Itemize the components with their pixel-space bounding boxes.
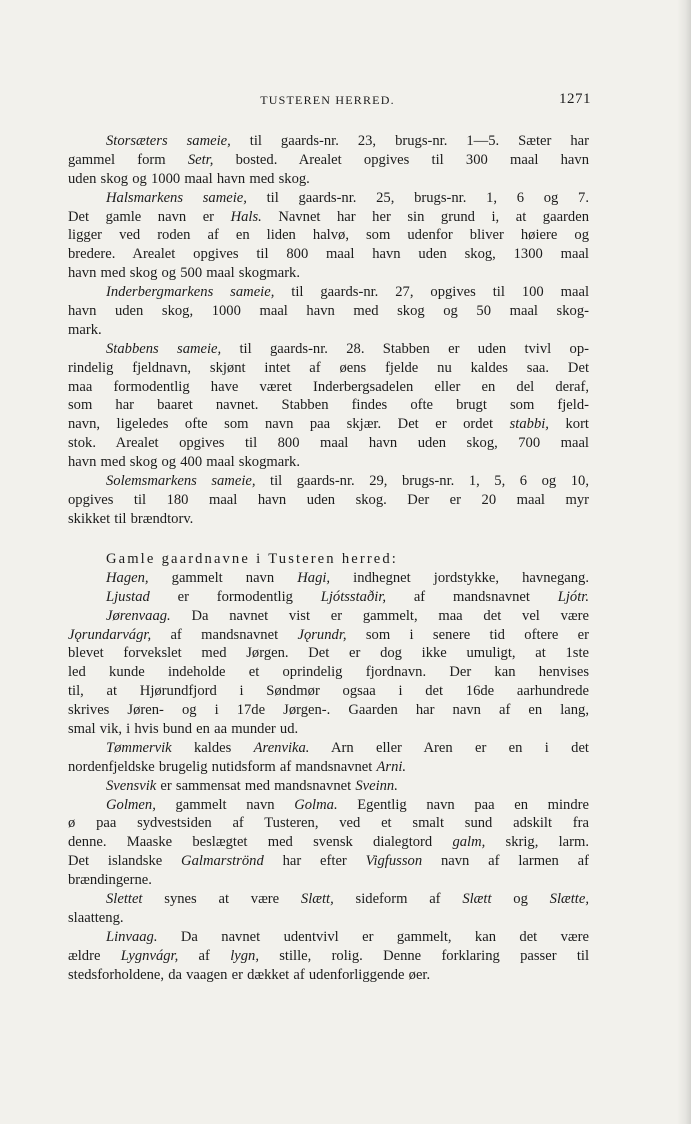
page-edge-shadow [677, 0, 691, 1124]
text-line: Inderbergmarkens sameie, til gaards-nr. 27, opgives til 100 maal [106, 284, 589, 301]
text-line: Tømmervik kaldes Arenvika. Arn eller Aren er en i det [106, 739, 589, 756]
text-line: Storsæters sameie, til gaards-nr. 23, brugs-nr. 1—5. Sæter har [106, 133, 590, 149]
text-line: skrives Jøren- og i 17de Jørgen-. Gaarden har navn af en lang, [68, 702, 589, 719]
text-line: slaatteng. [68, 909, 124, 926]
running-title: TUSTEREN HERRED. [260, 93, 395, 107]
text-line: ældre Lygnvágr, af lygn, stille, rolig. Denne forklaring passer til [68, 947, 590, 964]
text-line: maa formodentlig have været Inderbergsadelen eller en del deraf, [68, 378, 589, 395]
text-line: Solemsmarkens sameie, til gaards-nr. 29, brugs-nr. 1, 5, 6 og 10, [106, 473, 589, 490]
text-line: rindelig fjeldnavn, skjønt intet af øens fjelde nu kaldes saa. Det [68, 359, 589, 376]
text-line: gammel form Setr, bosted. Arealet opgives til 300 maal havn [68, 151, 589, 168]
text-line: Ljustad er formodentlig Ljótsstaðir, af mandsnavnet Ljótr. [106, 588, 589, 605]
text-line: denne. Maaske beslægtet med svensk dialegtord galm, skrig, larm. [68, 834, 589, 851]
text-line: ligger ved roden af en liden halvø, som udenfor bliver høiere og [68, 227, 589, 244]
old-farm-names-section [68, 550, 589, 984]
text-line: Svensvik er sammensat med mandsnavnet Sveinn. [106, 777, 398, 794]
text-line: Linvaag. Da navnet udentvivl er gammelt, kan det være [106, 928, 589, 945]
text-line: nordenfjeldske brugelig nutidsform af mandsnavnet Arni. [68, 758, 407, 775]
text-line: Hagen, gammelt navn Hagi, indhegnet jordstykke, havnegang. [106, 569, 589, 586]
text-line: opgives til 180 maal havn uden skog. Der er 20 maal myr [68, 491, 589, 508]
text-line: bredere. Arealet opgives til 800 maal havn uden skog, 1300 maal [68, 246, 589, 263]
page-number: 1271 [559, 91, 591, 107]
text-line: uden skog og 1000 maal havn med skog. [68, 170, 310, 187]
text-line: Det gamle navn er Hals. Navnet har her sin grund i, at gaarden [68, 208, 589, 225]
text-line: Jørenvaag. Da navnet vist er gammelt, maa det vel være [106, 607, 589, 624]
text-line: Halsmarkens sameie, til gaards-nr. 25, brugs-nr. 1, 6 og 7. [106, 189, 589, 206]
text-line: navn, ligeledes ofte som navn paa skjær. Det er ordet stabbi, kort [68, 416, 589, 433]
text-line: Jǫrundarvágr, af mandsnavnet Jǫrundr, som i senere tid oftere er [68, 626, 589, 643]
sameie-section [68, 132, 589, 529]
text-line: stedsforholdene, da vaagen er dækket af udenforliggende øer. [68, 966, 431, 983]
text-line: led kunde indeholde et oprindelig fjordnavn. Der kan henvises [68, 664, 589, 681]
text-line: som har baaret navnet. Stabben findes ofte brugt som fjeld- [68, 397, 589, 414]
text-line: mark. [68, 321, 102, 338]
text-line: smal vik, i hvis bund en aa munder ud. [68, 721, 299, 738]
text-line: Stabbens sameie, til gaards-nr. 28. Stabben er uden tvivl op- [106, 340, 589, 357]
text-line: havn med skog og 400 maal skogmark. [68, 454, 301, 471]
text-line: skikket til brændtorv. [68, 510, 194, 527]
text-line: Det islandske Galmarströnd har efter Vigfusson navn af larmen af [68, 853, 590, 870]
text-line: blevet forvekslet med Jørgen. Det er dog ikke umuligt, at 1ste [68, 645, 589, 662]
text-line: Golmen, gammelt navn Golma. Egentlig navn paa en mindre [106, 796, 589, 813]
running-head [68, 91, 591, 115]
text-line: brændingerne. [68, 872, 152, 889]
text-line: havn med skog og 500 maal skogmark. [68, 265, 301, 282]
text-line: til, at Hjørundfjord i Søndmør ogsaa i det 16de aarhundrede [68, 683, 589, 700]
text-line: havn uden skog, 1000 maal havn med skog og 50 maal skog- [68, 303, 589, 320]
text-line: stok. Arealet opgives til 800 maal havn uden skog, 700 maal [68, 435, 589, 452]
section-heading: Gamle gaardnavne i Tusteren herred: [106, 551, 398, 567]
text-line: ø paa sydvestsiden af Tusteren, ved et smalt sund adskilt fra [68, 815, 589, 832]
text-line: Slettet synes at være Slætt, sideform af Slætt og Slætte, [106, 891, 589, 908]
